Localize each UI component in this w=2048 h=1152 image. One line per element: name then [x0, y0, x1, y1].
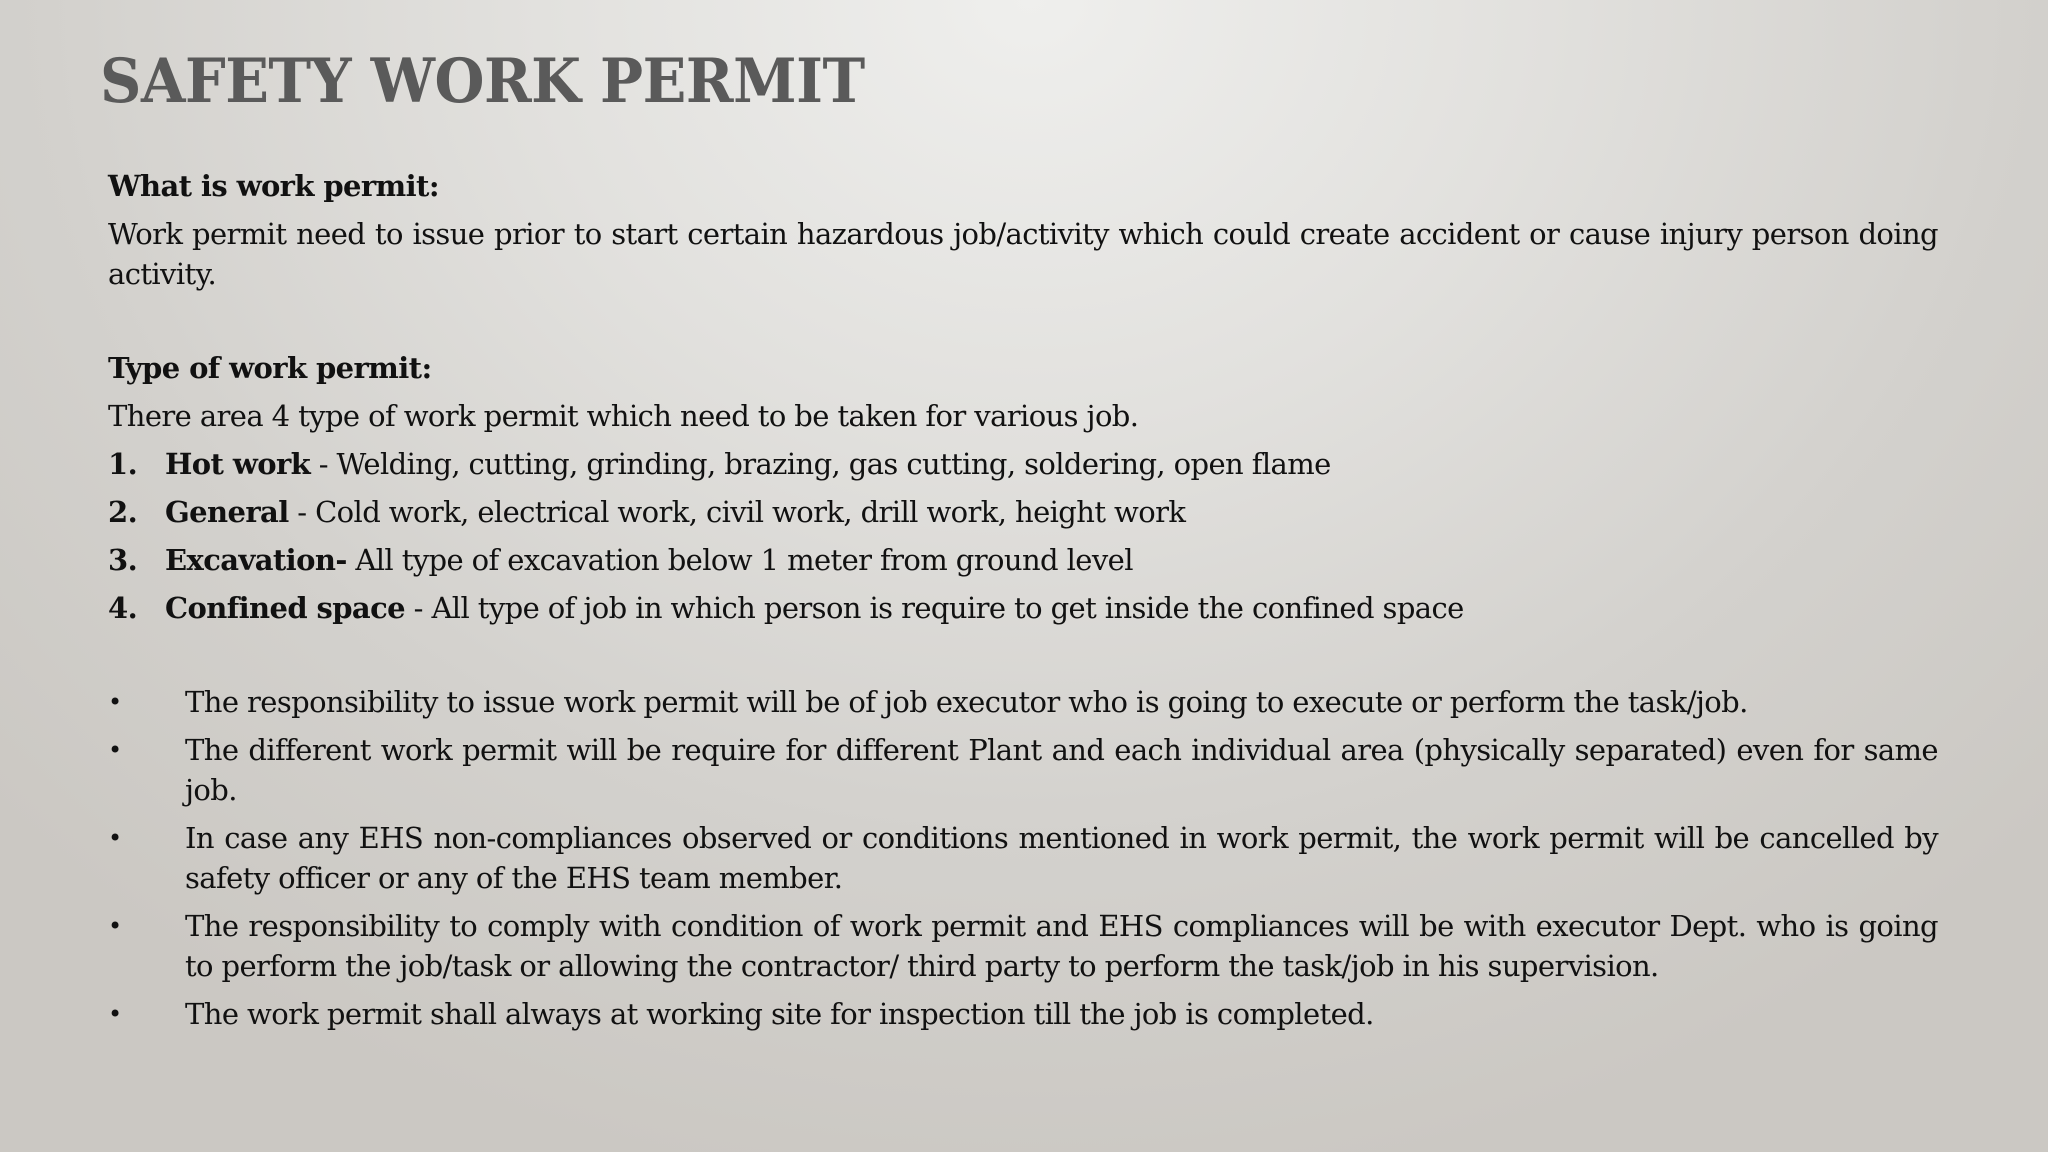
- section-intro-types: There area 4 type of work permit which need to be taken for various job.: [108, 399, 1139, 433]
- list-item: [108, 906, 1938, 986]
- list-item: [108, 818, 1938, 898]
- bullet-icon: •: [108, 912, 122, 940]
- slide-title: SAFETY WORK PERMIT: [100, 46, 865, 117]
- list-number: 2.: [108, 495, 138, 529]
- bullet-icon: •: [108, 824, 122, 852]
- permit-type-term: Confined space: [165, 591, 406, 625]
- slide-content: [108, 166, 1938, 1042]
- list-number: 4.: [108, 591, 138, 625]
- list-item: [108, 994, 1938, 1034]
- bullet-text: In case any EHS non-compliances observed or conditions mentioned in work permit, the work permit will be cancelled by safety officer or any of the EHS team member.: [185, 821, 1938, 895]
- bullet-text: The work permit shall always at working site for inspection till the job is completed.: [185, 997, 1374, 1031]
- permit-type-description: - Cold work, electrical work, civil work, drill work, height work: [288, 495, 1186, 529]
- list-number: 1.: [108, 447, 138, 481]
- bullet-text: The responsibility to comply with condition of work permit and EHS compliances will be with executor Dept. who is going to perform the job/task or allowing the contractor/ third party to perform the task/job in his supervision.: [185, 909, 1938, 983]
- bullet-icon: •: [108, 736, 122, 764]
- bullet-icon: •: [108, 688, 122, 716]
- list-item: [108, 682, 1938, 722]
- permit-type-description: All type of excavation below 1 meter from ground level: [346, 543, 1133, 577]
- spacer: [108, 636, 1938, 682]
- list-item: [108, 540, 1938, 580]
- permit-type-list: [108, 444, 1938, 628]
- section-heading-types: Type of work permit:: [108, 351, 432, 385]
- spacer: [108, 294, 1938, 348]
- bullet-text: The responsibility to issue work permit will be of job executor who is going to execute or perform the task/job.: [185, 685, 1748, 719]
- section-body-what-is: Work permit need to issue prior to start certain hazardous job/activity which could create accident or cause injury person doing activity.: [108, 217, 1938, 291]
- list-item: [108, 588, 1938, 628]
- permit-type-term: General: [165, 495, 289, 529]
- permit-type-description: - Welding, cutting, grinding, brazing, gas cutting, soldering, open flame: [310, 447, 1331, 481]
- responsibility-bullet-list: [108, 682, 1938, 1034]
- list-item: [108, 492, 1938, 532]
- bullet-icon: •: [108, 1000, 122, 1028]
- permit-type-description: - All type of job in which person is require to get inside the confined space: [405, 591, 1464, 625]
- bullet-text: The different work permit will be require for different Plant and each individual area (physically separated) even for same job.: [185, 733, 1938, 807]
- list-item: [108, 444, 1938, 484]
- permit-type-term: Excavation-: [165, 543, 347, 577]
- list-item: [108, 730, 1938, 810]
- permit-type-term: Hot work: [165, 447, 311, 481]
- section-heading-what-is: What is work permit:: [108, 169, 439, 203]
- list-number: 3.: [108, 543, 138, 577]
